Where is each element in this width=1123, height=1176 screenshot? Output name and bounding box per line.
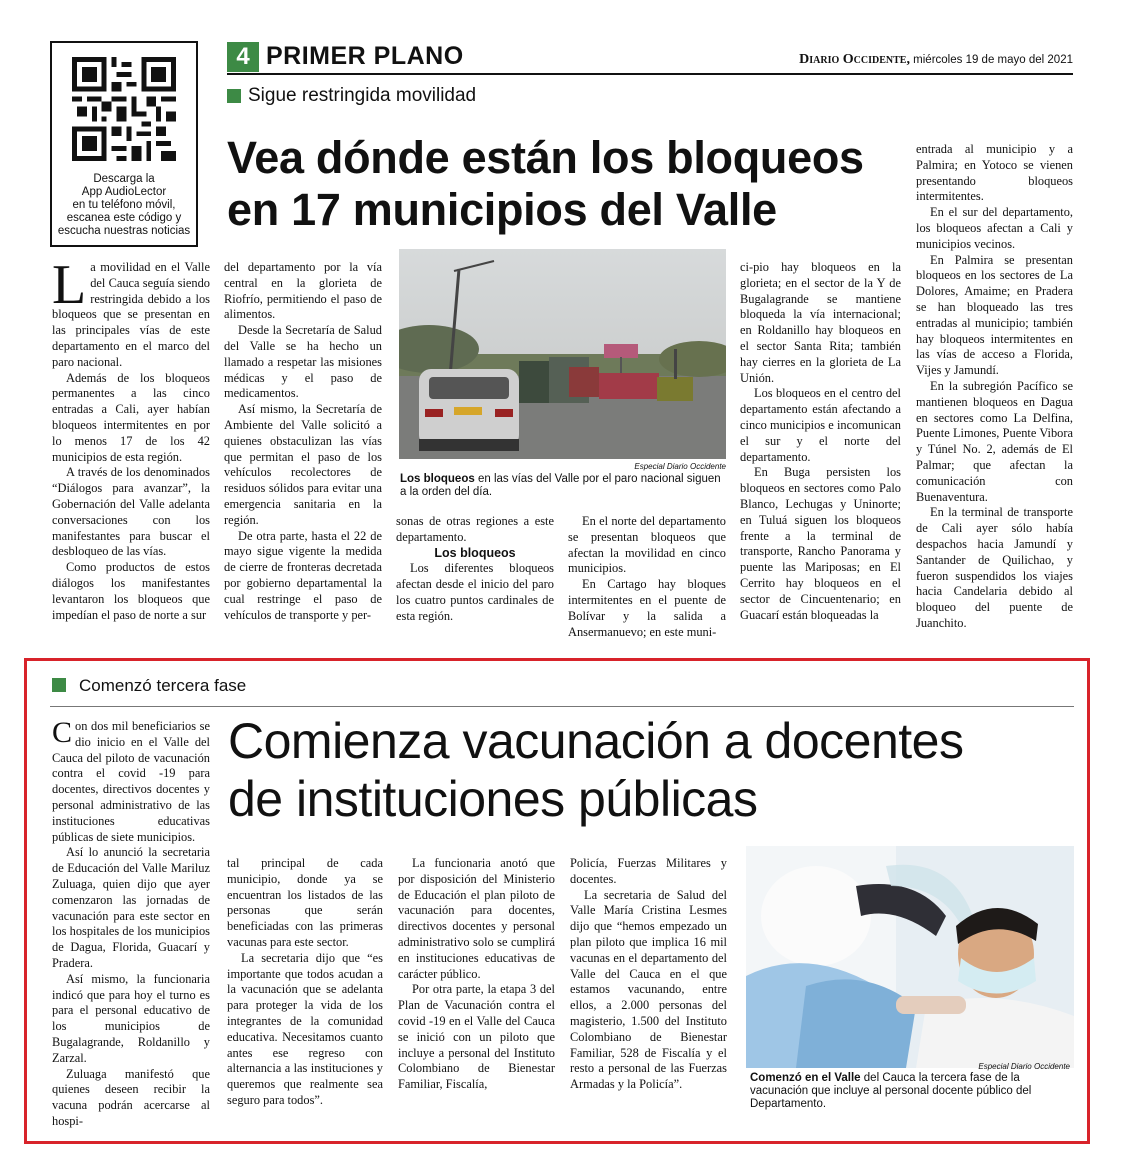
article1-photo-caption: Los bloqueos en las vías del Valle por el paro nacional siguen a la orden del día. [400, 473, 721, 498]
article2-column-4: Policía, Fuerzas Militares y docentes. La secretaria de Salud del Valle María Cristina Lesmes dijo que “hemos empezado un plan piloto que implica 16 mil vacunas en el departamento del Valle del Cauca en el que estamos vacunando, entre ellos, a 2.000 personas del magisterio, 1.500 del Instituto Colombiano de Bienestar Familiar, 528 de Fiscalía y el resto a personal de las Fuerzas Armadas y la Policía”. [570, 856, 727, 1092]
article2-photo-caption: Comenzó en el Valle del Cauca la tercera fase de la vacunación que incluye al personal docente público del Departamento. [750, 1072, 1032, 1110]
subheading: Los bloqueos [434, 545, 516, 560]
drop-cap: L [52, 254, 87, 316]
article1-column-4: En el norte del departamento se presentan bloqueos que afectan la movilidad en cinco municipios. En Cartago hay bloques intermitentes en el puente de Bolívar y la salida a Ansermanuevo; en este muni- [568, 514, 726, 639]
article2-column-2: tal principal de cada municipio, donde ya se encuentran los listados de las personas que serán beneficiadas con las primeras vacunas para este sector. La secretaria dijo que “es importante que todos acudan a la vacunación que se adelanta para proteger la vida de los integrantes de la comunidad educativa. Necesitamos cuanto antes ese regreso con alternancia a las instituciones y queremos que realmente sea seguro para todos”. [227, 856, 383, 1107]
article2-kicker: Comenzó tercera fase [79, 676, 247, 695]
section-title: PRIMER PLANO [266, 42, 464, 70]
qr-caption: Descarga la App AudioLector en tu teléfono móvil, escanea este código y escucha nuestras noticias [57, 173, 191, 237]
article2-photo [746, 846, 1074, 1068]
article1-photo [399, 249, 726, 459]
article1-photo-credit: Especial Diario Occidente [634, 462, 726, 471]
article1-column-3: sonas de otras regiones a este departamento. Los bloqueos Los diferentes bloqueos afectan desde el inicio del paro los cuatro puntos cardinales de esta región. [396, 514, 554, 623]
drop-cap: C [52, 716, 73, 749]
article2-headline: Comienza vacunación a docentes de instituciones públicas [228, 713, 964, 827]
article2-rule [50, 706, 1074, 707]
article1-column-2: del departamento por la vía central en la glorieta de Riofrío, permitiendo el paso de alimentos. Desde la Secretaría de Salud del Valle se ha hecho un llamado a respetar las misiones médicas y el paso de medicamentos. Así mismo, la Secretaría de Ambiente del Valle solicitó a quienes obstaculizan las vías que permitan el paso de los vehículos recolectores de residuos sólidos para evitar una emergencia sanitaria en la región. De otra parte, hasta el 22 de mayo sigue vigente la medida de cierre de fronteras decretada por gobierno departamental la cual restringe el paso de vehículos de transporte y per- [224, 260, 382, 622]
qr-code-icon[interactable] [72, 57, 176, 161]
article2-column-3: La funcionaria anotó que por disposición del Ministerio de Educación el plan piloto de vacunación para docentes, directivos docentes y personal administrativo solo se cumplirá en instituciones educativas de carácter público. Por otra parte, la etapa 3 del Plan de Vacunación contra el covid -19 en el Valle del Cauca se inició con un piloto que incluye a personal del Instituto Colombiano de Bienestar Familiar, Fiscalía, [398, 856, 555, 1092]
article1-kicker: Sigue restringida movilidad [248, 85, 477, 106]
kicker-square-icon [227, 89, 241, 103]
issue-date: miércoles 19 de mayo del 2021 [913, 54, 1073, 66]
header-rule [227, 73, 1073, 75]
article1-column-6: entrada al municipio y a Palmira; en Yotoco se vienen presentando bloqueos intermitentes. En el sur del departamento, los bloqueos afectan a Cali y municipios vecinos. En Palmira se presentan bloqueos en los sectores de La Dolores, Amaime; en Pradera se han bloqueado las tres entradas al municipio; también hay bloqueos intermitentes en las vías de acceso a Florida, Vijes y Jamundí. En la subregión Pacífico se mantienen bloqueos en Dagua en sectores como La Delfina, Puente Limones, Puente Vibora y Túnel No. 2, además de El Palmar; que afectan la comunicación con Buenaventura. En la terminal de transporte de Cali ayer sólo había despachos hacia Jamundí y Santander de Quilichao, y fueron suspendidos los viajes hacia Candelaria debido al bloqueo del puente de Juanchito. [916, 142, 1073, 630]
newspaper-brand: Diario Occidente, [799, 52, 910, 67]
masthead [760, 52, 1073, 68]
page-number: 4 [227, 42, 259, 72]
article1-headline: Vea dónde están los bloqueos en 17 municipios del Valle [227, 132, 864, 235]
article2-column-1: Con dos mil beneficiarios se dio inicio en el Valle del Cauca del piloto de vacunación contra el covid -19 para docentes, directivos docentes y personal administrativo de las instituciones educativas públicas de siete municipios. Así lo anunció la secretaria de Educación del Valle Mariluz Zuluaga, quien dijo que ayer comenzaron las jornadas de vacunación para este sector en los hospitales de los municipios de Dagua, Florida, Guacarí y Pradera. Así mismo, la funcionaria indicó que para hoy el turno es para el personal educativo de los municipios de Bugalagrande, Roldanillo y Zarzal. Zuluaga manifestó que quienes deseen recibir la vacuna podrán acercarse al hospi- [52, 716, 210, 1128]
kicker-square-icon [52, 678, 66, 692]
article1-column-5: ci-pio hay bloqueos en la glorieta; en el sector de la Y de Bugalagrande se mantiene bloqueda la vía internacional; en Roldanillo hay bloqueos en el sector Santa Rita; también hay cierres en la glorieta de La Unión. Los bloqueos en el centro del departamento están afectando a cinco municipios e incomunican el sur y el norte del departamento. En Buga persisten los bloqueos en sectores como Palo Blanco, Lechugas y Uninorte; en Tuluá siguen los bloqueos frente a la terminal de transporte, Rancho Panorama y puente las Mariposas; en El Cerrito hay bloqueos en el sector de Cincuentenario; en Guacarí están bloqueadas la [740, 260, 901, 622]
audiolector-qr-box [50, 41, 198, 247]
article1-column-1: La movilidad en el Valle del Cauca seguía siendo restringida debido a los bloqueos que se presentan en las principales vías de este departamento en el marco del paro nacional. Además de los bloqueos permanentes a las cinco entradas a Cali, ayer habían bloqueos intermitentes en por lo menos 17 de los 42 municipios de esta región. A través de los denominados “Diálogos para avanzar”, la Gobernación del Valle adelanta conversaciones con los manifestantes para buscar el desbloqueo de las vías. Como productos de estos diálogos los manifestantes levantaron los bloqueos que impedían el paso de norte a sur [52, 254, 210, 622]
article2-photo-credit: Especial Diario Occidente [978, 1062, 1070, 1071]
